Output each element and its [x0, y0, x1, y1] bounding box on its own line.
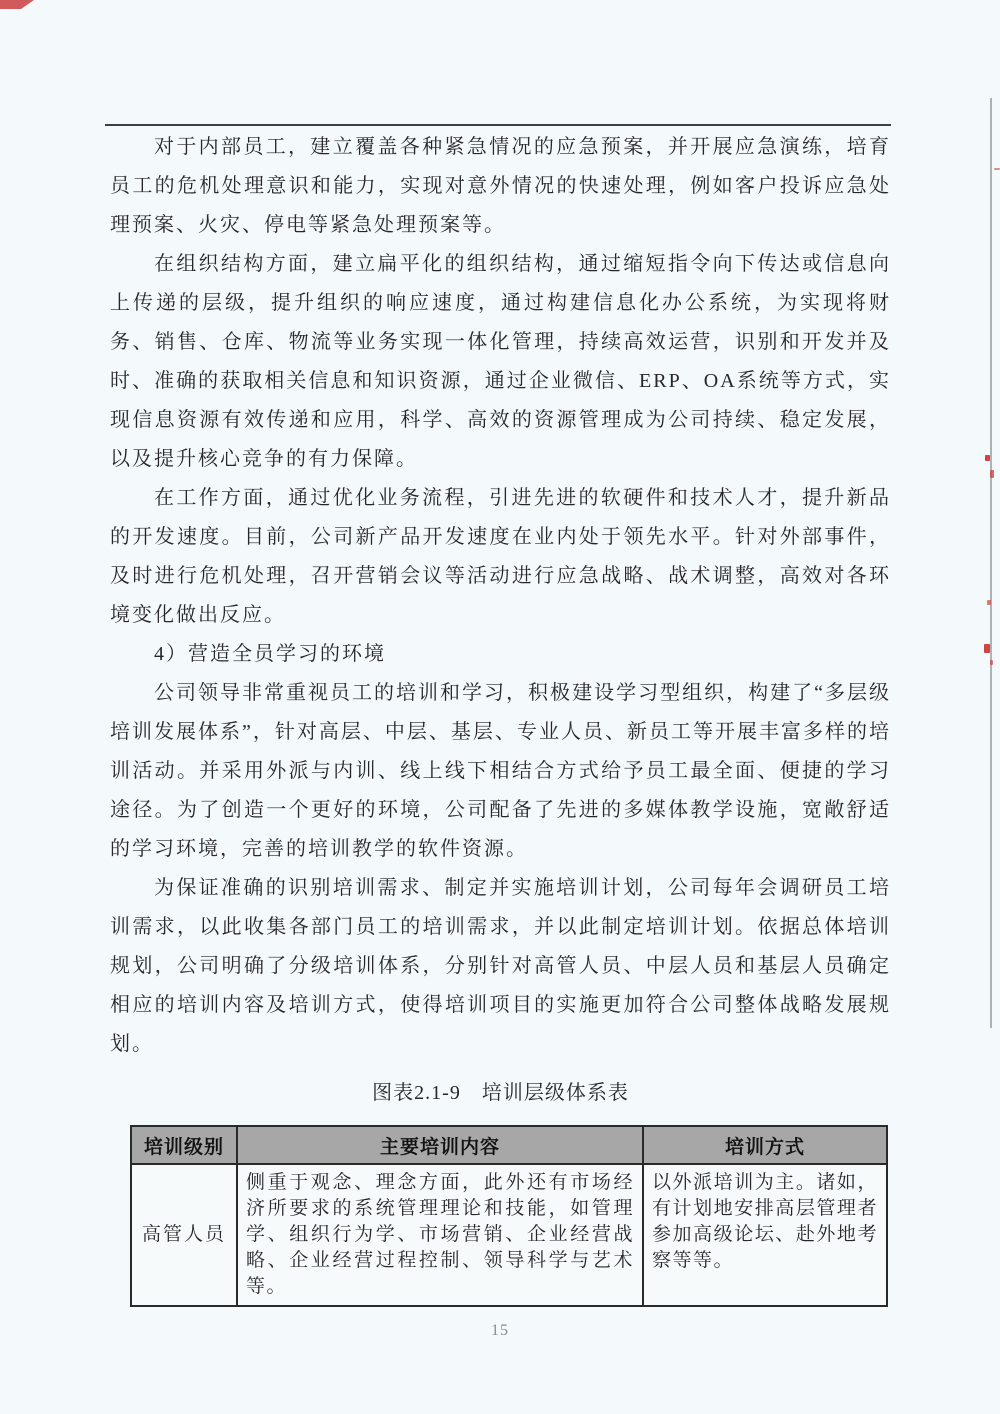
- scan-speck: [985, 455, 990, 461]
- header-training-content: 主要培训内容: [237, 1126, 643, 1164]
- header-rule: [105, 124, 891, 126]
- scan-speck: [990, 470, 994, 478]
- page-number: 15: [491, 1322, 509, 1339]
- body-text: [110, 128, 891, 1307]
- training-level-table: [130, 1125, 888, 1307]
- scan-edge-line: [990, 98, 992, 1028]
- table-header-row: [131, 1126, 887, 1164]
- cell-method: 以外派培训为主。诸如，有计划地安排高层管理者参加高级论坛、赴外地考察等等。: [643, 1164, 887, 1306]
- cell-content: 侧重于观念、理念方面，此外还有市场经济所要求的系统管理理论和技能，如管理学、组织行为学、市场营销、企业经营战略、企业经营过程控制、领导科学与艺术等。: [237, 1164, 643, 1306]
- scan-speck: [990, 660, 993, 665]
- paragraph-training-plan: 为保证准确的识别培训需求、制定并实施培训计划，公司每年会调研员工培训需求，以此收集各部门员工的培训需求，并以此制定培训计划。依据总体培训规划，公司明确了分级培训体系，分别针对高管人员、中层人员和基层人员确定相应的培训内容及培训方式，使得培训项目的实施更加符合公司整体战略发展规划。: [110, 877, 891, 1055]
- scan-corner-mark: [0, 0, 34, 9]
- paragraph-emergency-plan: 对于内部员工，建立覆盖各种紧急情况的应急预案，并开展应急演练，培育员工的危机处理意识和能力，实现对意外情况的快速处理，例如客户投诉应急处理预案、火灾、停电等紧急处理预案等。: [110, 136, 891, 236]
- header-training-level: 培训级别: [131, 1126, 237, 1164]
- table-caption: 图表2.1-9 培训层级体系表: [372, 1082, 629, 1104]
- paragraph-training-system: 公司领导非常重视员工的培训和学习，积极建设学习型组织，构建了“多层级培训发展体系”，针对高层、中层、基层、专业人员、新员工等开展丰富多样的培训活动。并采用外派与内训、线上线下相结合方式给予员工最全面、便捷的学习途径。为了创造一个更好的环境，公司配备了先进的多媒体教学设施，宽敞舒适的学习环境，完善的培训教学的软件资源。: [110, 682, 891, 860]
- subheading-learning-environment: 4）营造全员学习的环境: [154, 643, 386, 665]
- table-row: [131, 1164, 887, 1306]
- cell-level: 高管人员: [131, 1164, 237, 1306]
- header-training-method: 培训方式: [643, 1126, 887, 1164]
- scan-speck: [984, 644, 990, 653]
- scan-speck: [987, 600, 991, 605]
- paragraph-org-structure: 在组织结构方面，建立扁平化的组织结构，通过缩短指令向下传达或信息向上传递的层级，提升组织的响应速度，通过构建信息化办公系统，为实现将财务、销售、仓库、物流等业务实现一体化管理，持续高效运营，识别和开发并及时、准确的获取相关信息和知识资源，通过企业微信、ERP、OA系统等方式，实现信息资源有效传递和应用，科学、高效的资源管理成为公司持续、稳定发展，以及提升核心竞争的有力保障。: [110, 253, 891, 470]
- scan-speck: [994, 168, 1000, 170]
- paragraph-work-process: 在工作方面，通过优化业务流程，引进先进的软硬件和技术人才，提升新品的开发速度。目前，公司新产品开发速度在业内处于领先水平。针对外部事件，及时进行危机处理，召开营销会议等活动进行应急战略、战术调整，高效对各环境变化做出反应。: [110, 487, 891, 626]
